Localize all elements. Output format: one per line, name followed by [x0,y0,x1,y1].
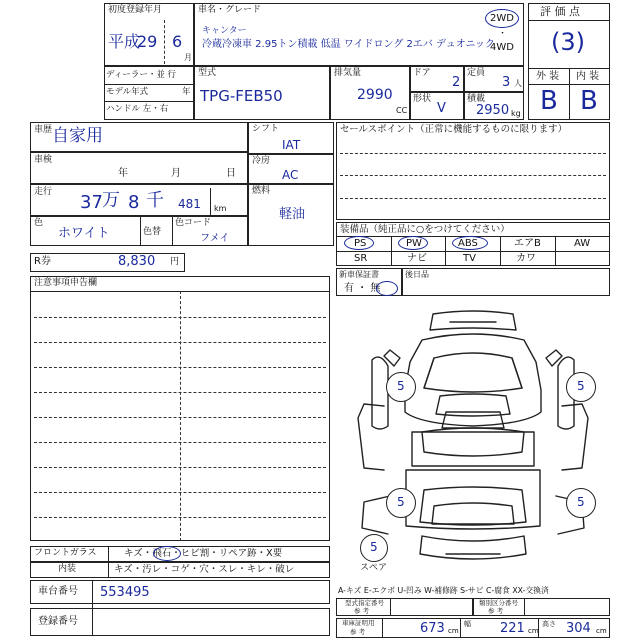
first-reg-month: 6 [172,32,183,51]
exterior-label: 外 装 [536,71,560,82]
height-label: 高さ [542,620,556,628]
load-unit: kg [511,109,521,118]
notes-label: 注意事項申告欄 [34,278,98,288]
displacement-unit: CC [396,106,408,115]
ac-value: AC [282,168,299,182]
model-year-label: モデル年式 [106,87,149,97]
history-value: 自家用 [52,126,103,146]
front-glass-label: フロントガラス [34,548,97,558]
category-label: 類別区分番号 [479,599,518,607]
equip-ps-ring [344,236,374,250]
exterior-grade: B [540,86,558,116]
damage-legend: A-キズ E-エクボ U-凹み W-補修跡 S-サビ C-腐食 XX-交換済 [338,586,549,595]
inspection-day: 日 [226,168,236,179]
first-reg-era: 平成 [108,32,141,51]
notes-rule [34,417,326,418]
drive-dot: ・ [498,29,508,39]
notes-rule [34,492,326,493]
front-bumper-shape [430,311,516,330]
sales-title: セールスポイント（正常に機能するものに限ります） [340,124,568,135]
inspection-label: 車検 [34,155,53,165]
length-unit: cm [448,627,459,635]
load-label: 積載 [467,94,486,104]
score-label: 評 価 点 [540,5,580,18]
warranty-label: 新車保証書 [339,270,379,279]
drive-4wd: 4WD [490,42,514,53]
copy-label: 後日品 [405,270,429,279]
interior-cond-value: キズ・汚レ・コゲ・穴・スレ・キレ・破レ [114,564,295,575]
model-year-unit: 年 [182,87,191,97]
first-reg-year: 29 [137,32,158,51]
equip-pw-ring [398,236,428,250]
r-ticket-box [30,253,185,272]
r-ticket-unit: 円 [170,257,180,267]
color-code-value: フメイ [200,233,230,244]
tyre-rear-right-value: 5 [577,495,585,509]
first-reg-month-unit: 月 [184,53,192,62]
notes-rule [34,367,326,368]
width-unit: cm [528,627,539,635]
mileage-man-num: 37 [80,192,103,213]
car-name: キャンター [202,26,247,36]
interior-grade: B [580,86,598,116]
category-ref: 参 考 [488,607,504,615]
tyre-spare-value: 5 [370,540,378,554]
drive-2wd-ring [485,9,519,28]
width-value: 221 [500,621,525,636]
dealer-label: ディーラー・並 行 [106,70,177,80]
color-value: ホワイト [58,226,110,241]
car-name-label: 車名・グレード [198,5,262,15]
equip-airbag: エアB [514,238,541,249]
equip-sr: SR [354,253,368,264]
body-mid-shape [412,432,534,466]
equip-title: 装備品（純正品に○をつけてください） [340,224,510,235]
type-cert-ref: 参 考 [354,607,370,615]
chassis-label: 車台番号 [38,586,78,597]
mileage-label: 走行 [34,187,53,197]
front-glass-stone-ring [153,546,181,561]
first-reg-label: 初度登録年月 [108,5,163,15]
load-value: 2950 [476,103,510,118]
equip-abs-ring [452,236,488,250]
mileage-sen: 千 [146,190,164,211]
ac-label: 冷房 [252,156,271,166]
r-ticket-value: 8,830 [118,254,156,269]
capacity-value: 3 [502,75,511,90]
notes-rule [34,317,326,318]
type-value: TPG-FEB50 [200,87,283,105]
inspection-year: 年 [118,168,128,179]
capacity-label: 定員 [467,68,486,78]
equip-ps: PS [354,238,367,249]
inspection-month: 月 [171,168,181,179]
doors-label: ドア [413,68,431,78]
shape-value: V [437,101,446,116]
notes-rule [34,517,326,518]
chassis-value: 553495 [100,585,150,600]
tyre-front-right-value: 5 [577,379,585,393]
handle-label: ハンドル 左・右 [106,104,169,114]
equip-aw: AW [574,238,591,249]
score-value: (3) [551,28,585,56]
shift-label: シフト [252,124,280,134]
type-cert-label: 型式指定番号 [345,599,384,607]
color-change-label: 色替 [143,227,162,237]
tyre-front-left-value: 5 [397,379,405,393]
interior-label: 内 装 [576,71,600,82]
fuel-value: 軽油 [279,207,306,222]
first-reg-divider [164,20,165,64]
sales-box [336,122,610,220]
mileage-unit: km [214,204,227,213]
mileage-sen-num: 8 [128,192,140,213]
mileage-man: 万 [102,190,120,211]
height-value: 304 [566,621,591,636]
height-unit: cm [596,627,607,635]
interior-cond-label: 内装 [58,564,77,574]
equip-tv: TV [463,253,476,264]
equip-abs: ABS [458,238,478,249]
warranty-none-ring [376,281,398,296]
displacement-value: 2990 [357,87,393,103]
shape-label: 形状 [413,94,432,104]
capacity-unit: 人 [514,79,522,88]
reg-label: 登録番号 [38,616,78,627]
warranty-value: 有 ・ 無 [344,283,381,294]
length-value: 673 [420,621,445,636]
equip-leather: カワ [516,253,536,264]
equip-pw: PW [406,238,422,249]
shift-value: IAT [282,138,301,152]
length-sub: 参 考 [350,628,366,636]
notes-rule [34,467,326,468]
type-label: 型式 [198,68,217,78]
notes-rule [34,392,326,393]
color-label: 色 [34,218,44,228]
tyre-rear-left-value: 5 [397,495,405,509]
notes-rule [34,442,326,443]
width-label: 幅 [464,620,471,628]
history-label: 車歴 [34,125,53,135]
doors-value: 2 [452,75,461,90]
mileage-rest: 481 [178,197,201,211]
notes-rule [34,342,326,343]
spare-label: スペア [360,563,388,573]
r-ticket-label: R券 [34,256,51,267]
car-grade: 冷蔵冷凍車 2.95トン積載 低温 ワイドロング 2エバ デュオニック [202,39,495,50]
rear-body-shape [406,470,540,529]
color-code-label: 色コード [175,218,212,228]
length-label: 車庫証明用 [342,619,375,627]
drive-2wd: 2WD [490,13,514,24]
displacement-label: 排気量 [334,68,362,78]
inspection-box [30,152,248,184]
fuel-label: 燃料 [252,186,271,196]
front-glass-value: キズ・飛石・ヒビ割・リペア跡・X要 [124,548,283,559]
equip-navi: ナビ [407,253,427,264]
copy-box [402,268,610,296]
